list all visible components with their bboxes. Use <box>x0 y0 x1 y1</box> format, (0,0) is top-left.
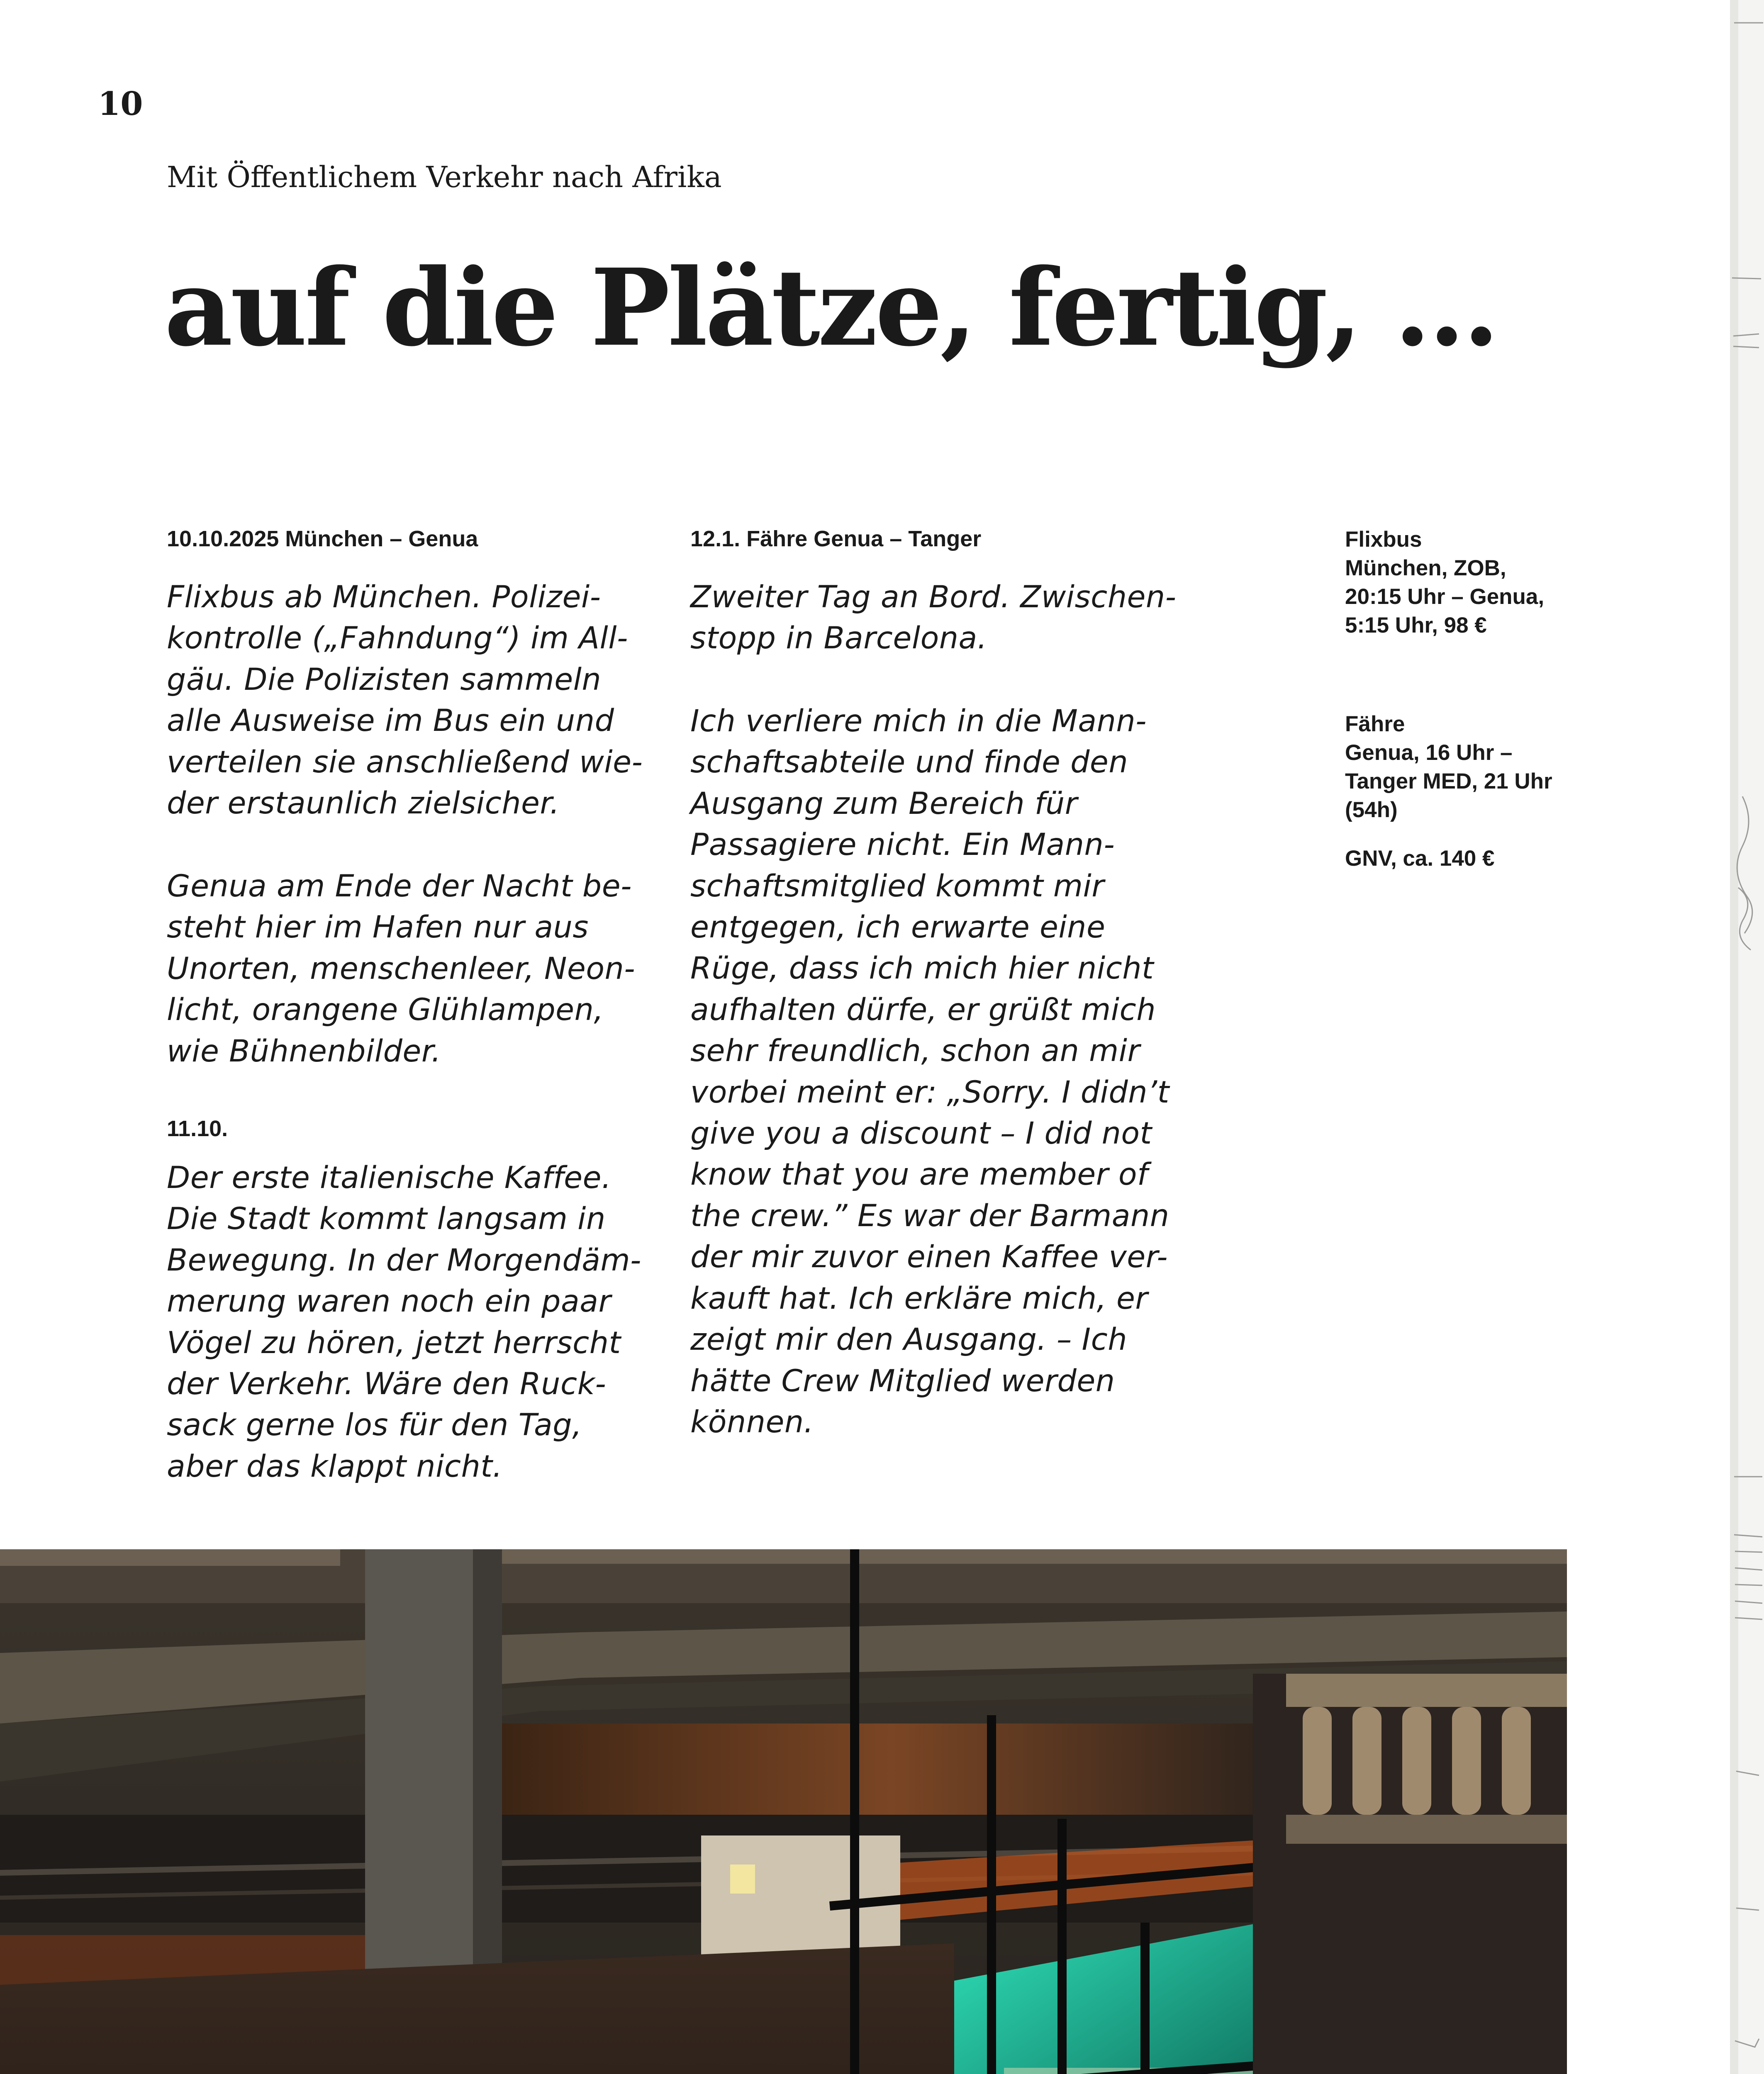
right-balustrade-rail <box>1286 1674 1567 1707</box>
text-line: gäu. Die Polizisten sammeln <box>167 662 602 697</box>
text-line: Bewegung. In der Morgendäm- <box>167 1242 641 1278</box>
left-paragraph-1 <box>167 577 643 824</box>
text-line: Die Stadt kommt langsam in <box>167 1201 606 1237</box>
left-column-subheading: 11.10. <box>167 1116 228 1141</box>
text-line: aber das klappt nicht. <box>167 1448 503 1484</box>
text-line: wie Bühnenbilder. <box>167 1033 441 1069</box>
text-line: merung waren noch ein paar <box>167 1284 611 1319</box>
page-number: 10 <box>98 85 143 123</box>
text-line: schaftsmitglied kommt mir <box>690 868 1104 904</box>
booth-window <box>730 1865 755 1894</box>
night-harbour-photo <box>0 1549 1567 2074</box>
text-line: (54h) <box>1345 798 1398 822</box>
text-line: Vögel zu hören, jetzt herrscht <box>167 1325 621 1361</box>
text-line: Genua am Ende der Nacht be- <box>167 869 632 904</box>
left-column-heading: 10.10.2025 München – Genua <box>167 526 478 551</box>
text-line: Genua, 16 Uhr – <box>1345 740 1513 765</box>
text-line: Flixbus <box>1345 527 1422 552</box>
text-line: give you a discount – I did not <box>690 1116 1152 1151</box>
text-line: Passagiere nicht. Ein Mann- <box>690 827 1115 863</box>
text-line: know that you are member of <box>690 1157 1148 1193</box>
text-line: kontrolle („Fahndung“) im All- <box>167 621 628 656</box>
text-line: Der erste italienische Kaffee. <box>167 1160 612 1195</box>
middle-column-heading: 12.1. Fähre Genua – Tanger <box>690 526 982 551</box>
text-line: sehr freundlich, schon an mir <box>690 1033 1140 1069</box>
text-line: München, ZOB, <box>1345 556 1506 580</box>
text-line: GNV, ca. 140 € <box>1345 846 1495 871</box>
text-line: Ich verliere mich in die Mann- <box>690 704 1147 739</box>
text-line: verteilen sie anschließend wie- <box>167 744 643 780</box>
right-balustrade-base <box>1286 1815 1567 1844</box>
edge-shadow <box>1730 0 1738 2074</box>
text-line: der erstaunlich zielsicher. <box>167 786 560 821</box>
text-line: Rüge, dass ich mich hier nicht <box>690 951 1154 986</box>
text-line: 5:15 Uhr, 98 € <box>1345 613 1487 638</box>
text-line: der mir zuvor einen Kaffee ver- <box>690 1239 1168 1275</box>
article-headline: auf die Plätze, fertig, ... <box>164 246 1497 370</box>
sidebar-note-flixbus <box>1345 525 1544 640</box>
facing-page-edge <box>1730 0 1764 2074</box>
middle-paragraph-2 <box>690 701 1170 1443</box>
text-line: stopp in Barcelona. <box>690 621 987 656</box>
text-line: steht hier im Hafen nur aus <box>167 910 589 945</box>
guard-booth <box>701 1835 900 1960</box>
sidebar-note-ferry <box>1345 710 1552 824</box>
text-line: entgegen, ich erwarte eine <box>690 910 1106 945</box>
sidebar-note-price <box>1345 844 1494 873</box>
text-line: zeigt mir den Ausgang. – Ich <box>690 1322 1127 1358</box>
text-line: Ausgang zum Bereich für <box>690 786 1078 821</box>
text-line: Flixbus ab München. Polizei- <box>167 579 601 615</box>
text-line: licht, orangene Glühlampen, <box>167 992 604 1028</box>
text-line: the crew.” Es war der Barmann <box>690 1198 1170 1234</box>
left-paragraph-2 <box>167 866 635 1072</box>
text-line: der Verkehr. Wäre den Ruck- <box>167 1366 607 1402</box>
text-line: hätte Crew Mitglied werden <box>690 1363 1115 1399</box>
text-line: aufhalten dürfe, er grüßt mich <box>690 992 1156 1027</box>
article-kicker: Mit Öffentlichem Verkehr nach Afrika <box>167 160 722 194</box>
middle-paragraph-1 <box>690 577 1177 659</box>
upper-balustrade <box>0 1549 1567 1566</box>
text-line: 20:15 Uhr – Genua, <box>1345 584 1545 609</box>
text-line: Unorten, menschenleer, Neon- <box>167 951 636 986</box>
text-line: schaftsabteile und finde den <box>690 745 1128 780</box>
left-paragraph-3 <box>167 1157 641 1487</box>
text-line: Zweiter Tag an Bord. Zwischen- <box>690 579 1177 615</box>
text-line: sack gerne los für den Tag, <box>167 1407 582 1443</box>
text-line: können. <box>690 1404 814 1440</box>
text-line: alle Ausweise im Bus ein und <box>167 703 614 739</box>
text-line: vorbei meint er: „Sorry. I didn’t <box>690 1074 1170 1110</box>
text-line: kauft hat. Ich erkläre mich, er <box>690 1280 1148 1316</box>
text-line: Fähre <box>1345 712 1405 736</box>
text-line: Tanger MED, 21 Uhr <box>1345 769 1552 794</box>
